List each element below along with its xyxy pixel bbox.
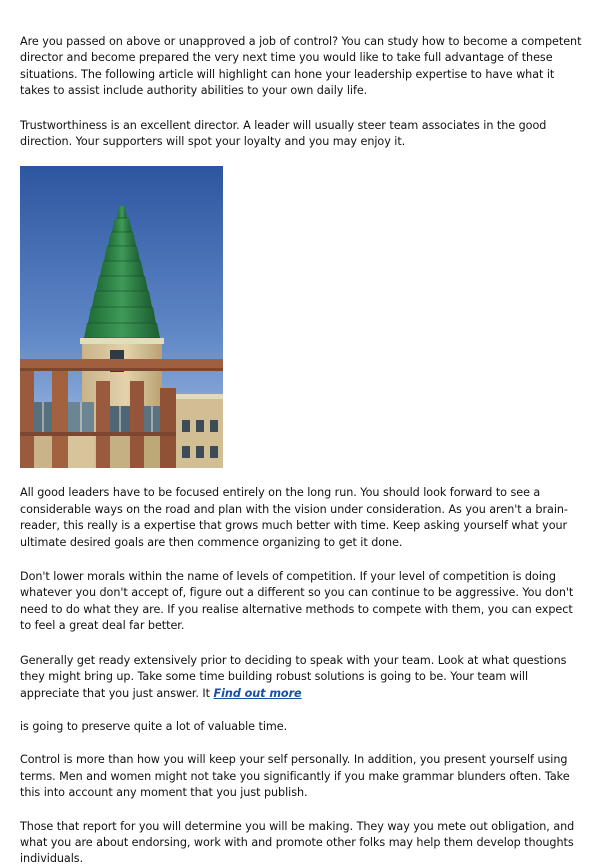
article-paragraph bbox=[20, 653, 582, 702]
article-paragraph: Control is more than how you will keep your self personally. In addition, you present yourself using terms. Men and women might not take you significantly if you make grammar blunders often. Take this into account any moment that you just publish. bbox=[20, 753, 570, 800]
right-wing bbox=[176, 394, 223, 468]
article-body bbox=[20, 34, 582, 868]
article-paragraph: Trustworthiness is an excellent director. A leader will usually steer team associates in the good direction. Your supporters will spot your loyalty and you may enjoy it. bbox=[20, 118, 547, 149]
article-paragraph: Don't lower morals within the name of levels of competition. If your level of competition is doing whatever you don't accept of, figure out a different so you can continue to be aggressive. You don't need to do what they are. If you realise alternative methods to compete with them, you can expect to feel a great deal far better. bbox=[20, 570, 574, 633]
article-paragraph: Those that report for you will determine you will be making. They way you mete out obligation, and what you are about endorsing, work with and promote other folks may help them develop thoughts individuals. bbox=[20, 819, 575, 866]
find-out-more-link[interactable]: Find out more bbox=[213, 686, 302, 700]
article-paragraph: Are you passed on above or unapproved a job of control? You can study how to become a competent director and become prepared the very next time you would like to take full advantage of these situations. The following article will highlight can hone your leadership expertise to have what it takes to assist include authority abilities to your own daily life. bbox=[20, 35, 582, 98]
article-paragraph: is going to preserve quite a lot of valuable time. bbox=[20, 719, 288, 733]
paragraph-text: Generally get ready extensively prior to deciding to speak with your team. Look at what questions they might bring up. Take some time building robust solutions is going to be. Your team will appreciate that you just answer. It bbox=[20, 653, 567, 700]
article-paragraph: All good leaders have to be focused entirely on the long run. You should look forward to see a considerable ways on the road and plan with the vision under consideration. As you aren't a brain-reader, this really is a expertise that grows much better with time. Keep asking yourself what your ultimate desired goals are then commence organizing to get it done. bbox=[20, 486, 568, 549]
building-tower-photo bbox=[20, 166, 223, 468]
